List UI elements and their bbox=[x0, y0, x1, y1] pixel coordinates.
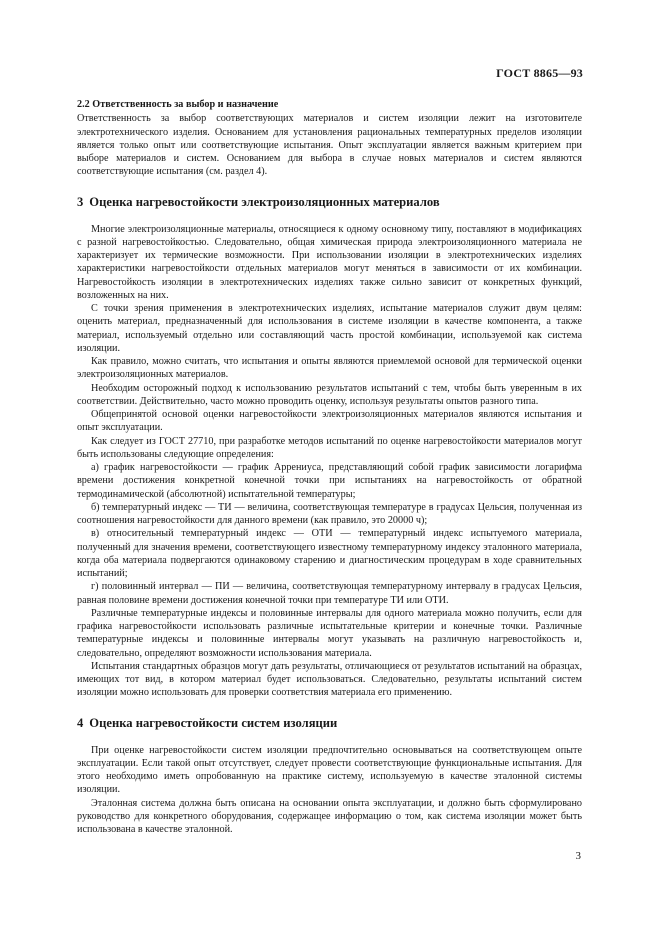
paragraph: Испытания стандартных образцов могут дать результаты, отличающиеся от результатов испытаний на образцах, имеющих тот вид, в котором материал будет использоваться. Следовательно, результаты испытаний систем изоляции можно использовать для проверки соответствия материала его применению. bbox=[77, 660, 582, 699]
document-body bbox=[77, 98, 582, 836]
section-4-title: Оценка нагревостойкости систем изоляции bbox=[89, 715, 338, 730]
definition-item-a: а) график нагревостойкости — график Аррениуса, представляющий собой график зависимости логарифма времени достижения конкретной конечной точки при испытаниях на нагревостойкость от обратной термодинамической (абсолютной) испытательной температуры; bbox=[77, 462, 582, 500]
paragraph: Ответственность за выбор соответствующих материалов и систем изоляции лежит на изготовителе электротехнического изделия. Основанием для установления рациональных температурных пределов изоляции является только опыт или соответствующие испытания. Опыт эксплуатации является важным критерием при выборе материалов и систем. Основанием для выбора в случае новых материалов и систем являются соответствующие испытания (см. раздел 4). bbox=[77, 113, 582, 178]
section-3-heading bbox=[77, 194, 582, 210]
paragraph: Необходим осторожный подход к использованию результатов испытаний с тем, чтобы быть уверенным в их соответствии. Действительно, часто можно проводить оценку, используя результаты опытов разного типа. bbox=[77, 382, 582, 407]
definition-item-d: г) половинный интервал — ПИ — величина, соответствующая температурному интервалу в градусах Цельсия, равная половине времени достижения конечной точки при температуре ТИ или ОТИ. bbox=[77, 581, 582, 606]
paragraph: Многие электроизоляционные материалы, относящиеся к одному основному типу, поставляют в модификациях с разной нагревостойкостью. Следовательно, общая химическая природа электроизоляционного материала не характеризует их термические возможности. При использовании изоляции в электротехнических изделиях характеристики нагревостойкости отдельных материалов могут меняться в зависимости от их комбинации. Нагревостойкость изоляции в электротехнических изделиях также сильно зависит от конкретных функций, возложенных на них. bbox=[77, 223, 582, 301]
page-number: 3 bbox=[575, 850, 581, 862]
section-4-number: 4 bbox=[77, 715, 84, 730]
paragraph: Эталонная система должна быть описана на основании опыта эксплуатации, и должно быть сформулировано руководство для конкретного оборудования, содержащее информацию о том, как система изоляции может быть использована в качестве эталонной. bbox=[77, 797, 582, 835]
paragraph: Различные температурные индексы и половинные интервалы для одного материала можно получить, если для графика нагревостойкости использовать различные испытательные критерии и конечные точки. Различные температурные индексы и половинные интервалы могут указывать на различную нагревостойкость и, следовательно, определяют возможности использования материала. bbox=[77, 607, 582, 659]
section-3-number: 3 bbox=[77, 194, 84, 209]
definition-item-c: в) относительный температурный индекс — ОТИ — температурный индекс испытуемого материала, полученный для значения времени, соответствующего известному температурному индексу эталонного материала, когда оба материала подвергаются одинаковому старению и диагностическим процедурам в ходе сравнительных испытаний; bbox=[77, 528, 582, 579]
subsection-2-2-title: 2.2 Ответственность за выбор и назначение bbox=[77, 99, 279, 110]
paragraph: Как правило, можно считать, что испытания и опыты являются приемлемой основой для термической оценки электроизоляционных материалов. bbox=[77, 356, 582, 381]
section-4-heading bbox=[77, 715, 582, 731]
paragraph: С точки зрения применения в электротехнических изделиях, испытание материалов служит двум целям: оценить материал, предназначенный для использования в системе изоляции в качестве компонента, а также материал, используемый отдельно или составляющий часть простой комбинации, используемой как система изоляции. bbox=[77, 303, 582, 354]
paragraph: Общепринятой основой оценки нагревостойкости электроизоляционных материалов являются испытания и опыт эксплуатации. bbox=[77, 409, 582, 434]
standard-header: ГОСТ 8865—93 bbox=[496, 66, 583, 80]
section-3-title: Оценка нагревостойкости электроизоляционных материалов bbox=[89, 194, 440, 209]
paragraph: При оценке нагревостойкости систем изоляции предпочтительно основываться на соответствующем опыте эксплуатации. Если такой опыт отсутствует, следует провести соответствующие функциональные испытания. Для этого необходимо иметь опробованную на практике систему, используемую в качестве эталонной системы изоляции. bbox=[77, 744, 582, 796]
definition-item-b: б) температурный индекс — ТИ — величина, соответствующая температуре в градусах Цельсия, полученная из соотношения нагревостойкости для данного времени (как правило, это 20000 ч); bbox=[77, 501, 582, 526]
paragraph: Как следует из ГОСТ 27710, при разработке методов испытаний по оценке нагревостойкости материалов могут быть использованы следующие определения: bbox=[77, 435, 582, 460]
